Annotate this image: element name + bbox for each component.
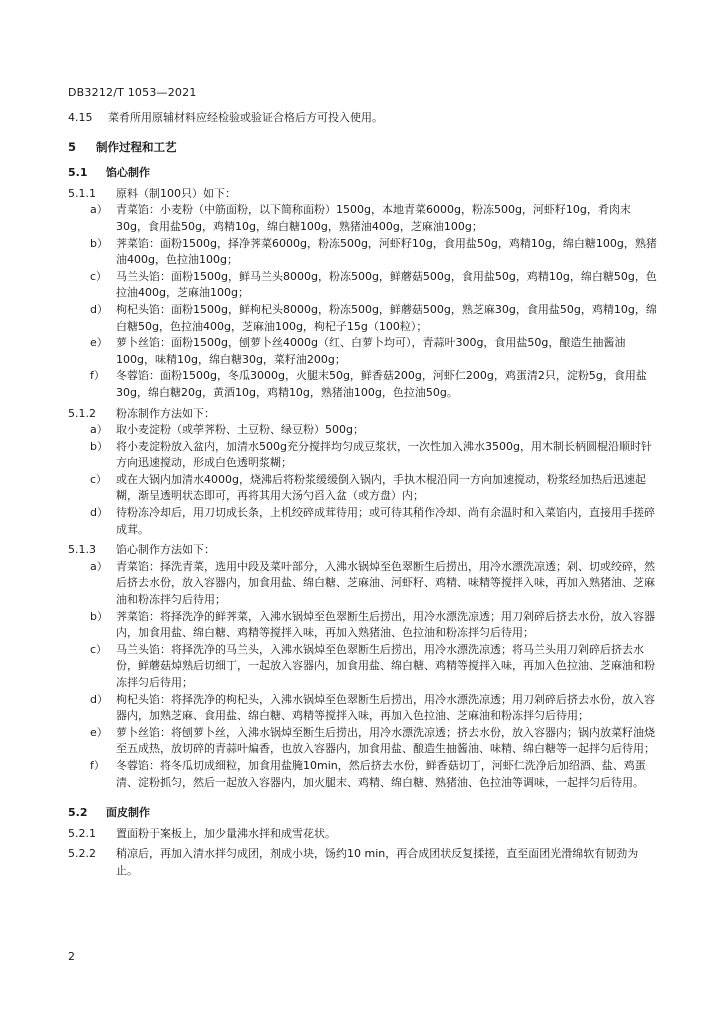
item-text: 荠菜馅：面粉1500g，择净荠菜6000g，粉冻500g，河虾籽10g，食用盐50g，鸡精10g，绵白糖100g，熟猪油400g，色拉油100g； (116, 236, 657, 267)
list-item (68, 472, 658, 505)
item-text: 待粉冻冷却后，用刀切成长条，上机绞碎成茸待用；或可待其稍作冷却、尚有余温时和入菜馅内，直接用手搓碎成茸。 (116, 506, 655, 536)
clause-5-1-3 (68, 542, 658, 559)
item-text: 马兰头馅：面粉1500g，鲜马兰头8000g，粉冻500g，鲜蘑菇500g，食用盐50g，鸡精10g，绵白糖50g，色拉油400g，芝麻油100g； (116, 269, 657, 300)
list-item (68, 642, 658, 692)
item-label: b） (90, 236, 108, 250)
list-item (68, 725, 658, 758)
list-item (68, 439, 658, 472)
item-text: 将小麦淀粉放入盆内，加清水500g充分搅拌均匀成豆浆状，一次性加入沸水3500g，用木制长柄圆棍沿顺时针方向迅速搅动，形成白色透明浆糊； (116, 439, 652, 470)
item-label: c） (90, 642, 108, 656)
clause-number: 5.2.2 (68, 847, 96, 861)
page-number: 2 (68, 950, 75, 963)
list-item (68, 692, 658, 725)
clause-text: 稍凉后，再加入清水拌匀成团，剂成小块，饧约10 min，再合成团状反复揉搓，直至面团光滑绵软有韧劲为止。 (116, 847, 639, 877)
item-label: a） (90, 203, 108, 217)
item-label: a） (90, 423, 108, 437)
list-item (68, 335, 658, 368)
item-text: 青菜馅：择洗青菜，选用中段及菜叶部分，入沸水锅焯至色翠断生后捞出，用冷水漂洗凉透；剁、切或绞碎，然后挤去水份，放入容器内，加食用盐、绵白糖、芝麻油、河虾籽、鸡精、味精等搅拌入味，再加入熟猪油、芝麻油和粉冻拌匀后待用； (116, 559, 655, 607)
item-text: 青菜馅：小麦粉（中筋面粉，以下简称面粉）1500g，本地青菜6000g，粉冻500g，河虾籽10g，肴肉末30g，食用盐50g，鸡精10g，绵白糖100g，熟猪油400g，芝麻油100g； (116, 203, 631, 233)
clause-number: 5.2.1 (68, 826, 96, 840)
clause-title: 粉冻制作方法如下： (116, 406, 215, 420)
standard-number: DB3212/T 1053—2021 (68, 86, 197, 99)
item-text: 枸杞头馅：面粉1500g，鲜枸杞头8000g，粉冻500g，鲜蘑菇500g，熟芝麻30g，食用盐50g，鸡精10g，绵白糖50g，色拉油400g，芝麻油100g，枸杞子15g（100粒）； (116, 302, 657, 333)
section-number: 5.2 (68, 806, 88, 820)
list-item (68, 422, 658, 439)
item-label: d） (90, 692, 108, 706)
clause-text: 菜肴所用原辅材料应经检验或验证合格后方可投入使用。 (108, 111, 383, 124)
clause-5-1-1 (68, 186, 658, 203)
clause-text: 置面粉于案板上，加少量沸水拌和成雪花状。 (116, 826, 336, 840)
list-item (68, 758, 658, 791)
item-label: f） (90, 758, 105, 772)
clause-4-15 (68, 110, 658, 127)
clause-number: 5.1.2 (68, 406, 96, 420)
section-5-heading (68, 139, 658, 156)
clause-number: 5.1.1 (68, 186, 96, 200)
item-text: 荠菜馅：将择洗净的鲜荠菜，入沸水锅焯至色翠断生后捞出，用冷水漂洗凉透；用刀剁碎后挤去水份，放入容器内，加食用盐、绵白糖、鸡精等搅拌入味，再加入熟猪油、色拉油和粉冻拌匀后待用； (116, 609, 655, 640)
list-item (68, 236, 658, 269)
section-title: 面皮制作 (106, 806, 150, 820)
list-item (68, 269, 658, 302)
list-item (68, 609, 658, 642)
clause-title: 原料（制100只）如下： (116, 186, 236, 200)
item-text: 萝卜丝馅：将刨萝卜丝，入沸水锅焯至断生后捞出，用冷水漂洗凉透；挤去水份，放入容器内；锅内放菜籽油烧至五成热，放切碎的青蒜叶煸香，也放入容器内，加食用盐、酿造生抽酱油、味精、绵白糖等一起拌匀后待用； (116, 725, 655, 756)
section-5-2-heading (68, 805, 658, 822)
item-label: e） (90, 725, 108, 739)
item-text: 萝卜丝馅：面粉1500g，刨萝卜丝4000g（红、白萝卜均可），青蒜叶300g，食用盐50g，酿造生抽酱油100g，味精10g，绵白糖30g，菜籽油200g； (116, 336, 626, 366)
item-label: d） (90, 302, 108, 316)
clause-5-1-2 (68, 406, 658, 423)
clause-title: 馅心制作方法如下： (116, 543, 215, 557)
clause-number: 4.15 (68, 111, 93, 124)
item-label: b） (90, 439, 108, 453)
section-number: 5.1 (68, 166, 88, 180)
list-item (68, 302, 658, 335)
item-label: d） (90, 506, 108, 520)
item-label: f） (90, 369, 105, 383)
list-item (68, 505, 658, 538)
item-text: 冬蓉馅：面粉1500g，冬瓜3000g，火腿末50g，鲜香菇200g，河虾仁200g，鸡蛋清2只，淀粉5g，食用盐30g，绵白糖20g，黄酒10g，鸡精10g，熟猪油100g，色拉油50g。 (116, 369, 647, 399)
section-title: 馅心制作 (106, 166, 150, 180)
item-label: c） (90, 472, 108, 486)
list-item (68, 202, 658, 235)
document-body (68, 110, 658, 880)
item-text: 马兰头馅：将择洗净的马兰头，入沸水锅焯至色翠断生后捞出，用冷水漂洗凉透；将马兰头用刀剁碎后挤去水份，鲜蘑菇焯熟后切细丁，一起放入容器内，加食用盐、绵白糖、鸡精等搅拌入味，再加入色拉油、芝麻油和粉冻拌匀后待用； (116, 642, 655, 689)
item-text: 或在大锅内加清水4000g，烧沸后将粉浆缓缓倒入锅内，手执木棍沿同一方向加速搅动，粉浆经加热后迅速起糊，渐呈透明状态即可，再将其用大汤勺舀入盆（或方盘）内； (116, 472, 646, 503)
item-label: b） (90, 609, 108, 623)
item-label: a） (90, 559, 108, 573)
section-title: 制作过程和工艺 (96, 139, 177, 154)
item-label: e） (90, 336, 108, 350)
list-item (68, 368, 658, 401)
section-number: 5 (68, 139, 77, 154)
list-item (68, 559, 658, 609)
clause-5-2-1 (68, 826, 658, 843)
item-text: 枸杞头馅：将择洗净的枸杞头，入沸水锅焯至色翠断生后捞出，用冷水漂洗凉透；用刀剁碎后挤去水份，放入容器内，加熟芝麻、食用盐、绵白糖、鸡精等搅拌入味，再加入色拉油、芝麻油和粉冻拌匀后待用； (116, 692, 655, 723)
section-5-1-heading (68, 165, 658, 182)
item-text: 取小麦淀粉（或荸荠粉、土豆粉、绿豆粉）500g； (116, 423, 364, 437)
item-text: 冬蓉馅：将冬瓜切成细粒，加食用盐腌10min，然后挤去水份，鲜香菇切丁，河虾仁洗净后加绍酒、盐、鸡蛋清、淀粉抓匀，然后一起放入容器内，加火腿末、鸡精、绵白糖、熟猪油、色拉油等调味，一起拌匀后待用。 (116, 758, 646, 789)
clause-5-2-2 (68, 846, 658, 879)
clause-number: 5.1.3 (68, 543, 96, 557)
item-label: c） (90, 269, 108, 283)
